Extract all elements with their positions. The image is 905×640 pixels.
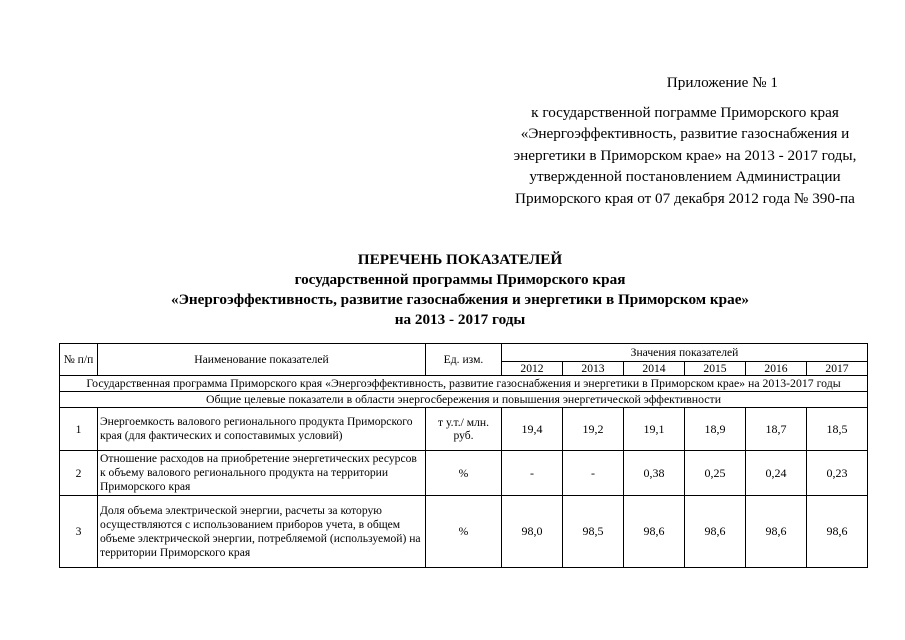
- header-name: Наименование показателей: [98, 344, 426, 376]
- indicators-table: [59, 343, 868, 568]
- appendix-line: «Энергоэффективность, развитие газоснабжения и: [520, 125, 850, 142]
- table-row: [60, 408, 868, 451]
- row-value: 18,5: [807, 408, 868, 451]
- row-value: 18,9: [685, 408, 746, 451]
- row-value: 0,25: [685, 451, 746, 496]
- row-value: 98,6: [807, 496, 868, 568]
- title-line: «Энергоэффективность, развитие газоснабжения и энергетики в Приморском крае»: [170, 291, 750, 308]
- header-number: № п/п: [60, 344, 98, 376]
- header-year: 2014: [624, 362, 685, 376]
- row-value: 0,24: [746, 451, 807, 496]
- row-value: -: [563, 451, 624, 496]
- row-unit: т у.т./ млн. руб.: [426, 408, 502, 451]
- row-name: Доля объема электрической энергии, расчеты за которую осуществляются с использованием приборов учета, в общем объеме электрической энергии, потребляемой (используемой) на территории Приморского края: [98, 496, 426, 568]
- row-number: 3: [60, 496, 98, 568]
- row-value: 19,4: [502, 408, 563, 451]
- appendix-block: [500, 72, 870, 209]
- appendix-line: к государственной пограмме Приморского края: [531, 103, 839, 121]
- row-value: 98,6: [685, 496, 746, 568]
- header-year: 2016: [746, 362, 807, 376]
- table-row: [60, 496, 868, 568]
- title-line: государственной программы Приморского края: [294, 271, 626, 288]
- document-title: [100, 250, 820, 330]
- appendix-line: энергетики в Приморском крае» на 2013 - 2017 годы,: [513, 146, 857, 164]
- row-value: 98,6: [624, 496, 685, 568]
- row-value: 0,23: [807, 451, 868, 496]
- table-row: [60, 451, 868, 496]
- row-value: -: [502, 451, 563, 496]
- row-number: 2: [60, 451, 98, 496]
- appendix-line: Приморского края от 07 декабря 2012 года № 390-па: [515, 189, 855, 207]
- row-number: 1: [60, 408, 98, 451]
- header-year: 2017: [807, 362, 868, 376]
- row-unit: %: [426, 496, 502, 568]
- row-name: Энергоемкость валового регионального продукта Приморского края (для фактических и сопоставимых условий): [98, 408, 426, 451]
- row-value: 18,7: [746, 408, 807, 451]
- table-header-row: [60, 344, 868, 362]
- section-row: [60, 376, 868, 392]
- row-value: 98,0: [502, 496, 563, 568]
- header-values: Значения показателей: [502, 344, 868, 362]
- row-value: 98,5: [563, 496, 624, 568]
- row-value: 19,1: [624, 408, 685, 451]
- row-name: Отношение расходов на приобретение энергетических ресурсов к объему валового регионального продукта на территории Приморского края: [98, 451, 426, 496]
- appendix-number: Приложение № 1: [666, 74, 778, 91]
- subsection-title: Общие целевые показатели в области энергосбережения и повышения энергетической эффективности: [60, 392, 868, 408]
- row-value: 0,38: [624, 451, 685, 496]
- subsection-row: [60, 392, 868, 408]
- header-year: 2015: [685, 362, 746, 376]
- row-unit: %: [426, 451, 502, 496]
- header-unit: Ед. изм.: [426, 344, 502, 376]
- row-value: 98,6: [746, 496, 807, 568]
- appendix-line: утвержденной постановлением Администрации: [529, 168, 841, 185]
- section-title: Государственная программа Приморского края «Энергоэффективность, развитие газоснабжения и энергетики в Приморском крае» на 2013-2017 годы: [60, 376, 868, 392]
- row-value: 19,2: [563, 408, 624, 451]
- title-line: на 2013 - 2017 годы: [394, 311, 526, 328]
- title-line: ПЕРЕЧЕНЬ ПОКАЗАТЕЛЕЙ: [357, 251, 563, 268]
- header-year: 2013: [563, 362, 624, 376]
- header-year: 2012: [502, 362, 563, 376]
